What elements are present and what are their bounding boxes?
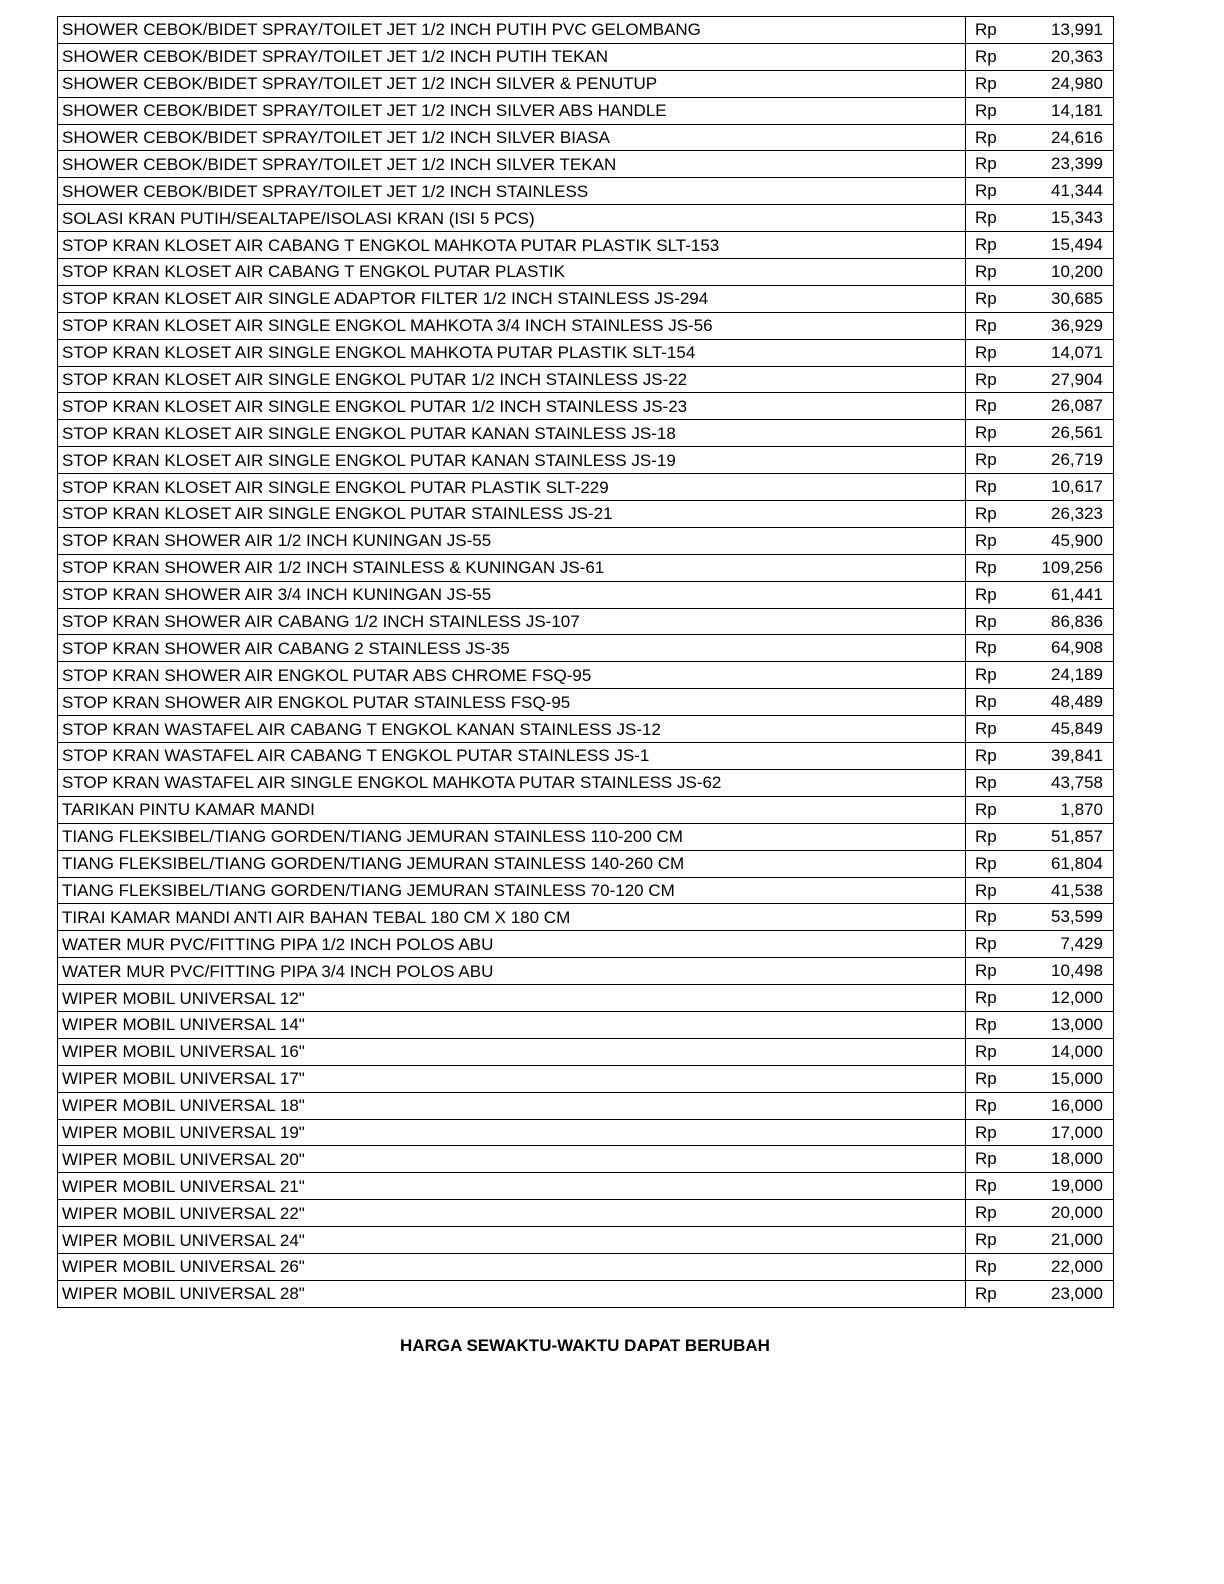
price-amount: 15,000	[1051, 1068, 1103, 1088]
product-name-cell: STOP KRAN KLOSET AIR CABANG T ENGKOL MAHKOTA PUTAR PLASTIK SLT-153	[58, 232, 966, 259]
currency-label: Rp	[975, 315, 997, 335]
currency-label: Rp	[975, 961, 997, 981]
table-row	[58, 1253, 1114, 1280]
price-cell	[966, 393, 1114, 420]
price-amount: 10,498	[1051, 961, 1103, 981]
currency-label: Rp	[975, 853, 997, 873]
price-cell	[966, 958, 1114, 985]
price-amount: 18,000	[1051, 1149, 1103, 1169]
table-row	[58, 985, 1114, 1012]
table-row	[58, 1119, 1114, 1146]
product-name-cell: WIPER MOBIL UNIVERSAL 24"	[58, 1227, 966, 1254]
product-name-cell: SHOWER CEBOK/BIDET SPRAY/TOILET JET 1/2 INCH STAINLESS	[58, 178, 966, 205]
currency-label: Rp	[975, 719, 997, 739]
product-name-cell: STOP KRAN SHOWER AIR 3/4 INCH KUNINGAN JS-55	[58, 581, 966, 608]
table-row	[58, 151, 1114, 178]
product-name-cell: STOP KRAN WASTAFEL AIR SINGLE ENGKOL MAHKOTA PUTAR STAINLESS JS-62	[58, 769, 966, 796]
product-name-cell: TIANG FLEKSIBEL/TIANG GORDEN/TIANG JEMURAN STAINLESS 110-200 CM	[58, 823, 966, 850]
price-amount: 1,870	[1060, 799, 1103, 819]
currency-label: Rp	[975, 880, 997, 900]
currency-label: Rp	[975, 262, 997, 282]
table-row	[58, 743, 1114, 770]
currency-label: Rp	[975, 1014, 997, 1034]
currency-label: Rp	[975, 1203, 997, 1223]
price-cell	[966, 43, 1114, 70]
currency-label: Rp	[975, 557, 997, 577]
currency-label: Rp	[975, 1256, 997, 1276]
table-row	[58, 393, 1114, 420]
product-name-cell: TIANG FLEKSIBEL/TIANG GORDEN/TIANG JEMURAN STAINLESS 140-260 CM	[58, 850, 966, 877]
price-amount: 24,980	[1051, 73, 1103, 93]
currency-label: Rp	[975, 423, 997, 443]
price-amount: 64,908	[1051, 638, 1103, 658]
price-cell	[966, 850, 1114, 877]
price-amount: 109,256	[1041, 557, 1103, 577]
product-name-cell: STOP KRAN KLOSET AIR SINGLE ENGKOL PUTAR KANAN STAINLESS JS-18	[58, 420, 966, 447]
price-amount: 14,071	[1051, 342, 1103, 362]
product-name-cell: WIPER MOBIL UNIVERSAL 18"	[58, 1092, 966, 1119]
product-name-cell: WIPER MOBIL UNIVERSAL 22"	[58, 1200, 966, 1227]
product-name-cell: STOP KRAN KLOSET AIR SINGLE ENGKOL MAHKOTA 3/4 INCH STAINLESS JS-56	[58, 312, 966, 339]
price-cell	[966, 1092, 1114, 1119]
table-row	[58, 1146, 1114, 1173]
price-cell	[966, 689, 1114, 716]
product-name-cell: STOP KRAN KLOSET AIR SINGLE ENGKOL PUTAR 1/2 INCH STAINLESS JS-22	[58, 366, 966, 393]
currency-label: Rp	[975, 1283, 997, 1303]
table-row	[58, 796, 1114, 823]
product-name-cell: STOP KRAN KLOSET AIR SINGLE ENGKOL PUTAR STAINLESS JS-21	[58, 501, 966, 528]
table-row	[58, 43, 1114, 70]
currency-label: Rp	[975, 396, 997, 416]
table-row	[58, 178, 1114, 205]
product-name-cell: WIPER MOBIL UNIVERSAL 21"	[58, 1173, 966, 1200]
price-amount: 22,000	[1051, 1256, 1103, 1276]
price-cell	[966, 501, 1114, 528]
price-amount: 30,685	[1051, 288, 1103, 308]
price-cell	[966, 635, 1114, 662]
currency-label: Rp	[975, 799, 997, 819]
price-cell	[966, 366, 1114, 393]
price-cell	[966, 931, 1114, 958]
table-row	[58, 581, 1114, 608]
currency-label: Rp	[975, 181, 997, 201]
price-cell	[966, 205, 1114, 232]
product-name-cell: STOP KRAN SHOWER AIR 1/2 INCH STAINLESS & KUNINGAN JS-61	[58, 554, 966, 581]
currency-label: Rp	[975, 127, 997, 147]
table-row	[58, 124, 1114, 151]
product-name-cell: WATER MUR PVC/FITTING PIPA 3/4 INCH POLOS ABU	[58, 958, 966, 985]
currency-label: Rp	[975, 154, 997, 174]
price-amount: 26,087	[1051, 396, 1103, 416]
price-cell	[966, 608, 1114, 635]
price-cell	[966, 232, 1114, 259]
price-cell	[966, 796, 1114, 823]
price-amount: 10,200	[1051, 262, 1103, 282]
product-name-cell: SHOWER CEBOK/BIDET SPRAY/TOILET JET 1/2 INCH PUTIH PVC GELOMBANG	[58, 17, 966, 44]
price-cell	[966, 716, 1114, 743]
price-cell	[966, 17, 1114, 44]
price-amount: 23,399	[1051, 154, 1103, 174]
price-cell	[966, 1227, 1114, 1254]
price-cell	[966, 285, 1114, 312]
currency-label: Rp	[975, 208, 997, 228]
product-name-cell: STOP KRAN WASTAFEL AIR CABANG T ENGKOL KANAN STAINLESS JS-12	[58, 716, 966, 743]
price-cell	[966, 124, 1114, 151]
table-row	[58, 447, 1114, 474]
price-amount: 19,000	[1051, 1176, 1103, 1196]
price-amount: 61,804	[1051, 853, 1103, 873]
table-row	[58, 904, 1114, 931]
price-cell	[966, 985, 1114, 1012]
table-row	[58, 259, 1114, 286]
price-amount: 23,000	[1051, 1283, 1103, 1303]
price-amount: 24,616	[1051, 127, 1103, 147]
product-name-cell: SHOWER CEBOK/BIDET SPRAY/TOILET JET 1/2 INCH SILVER ABS HANDLE	[58, 97, 966, 124]
price-cell	[966, 97, 1114, 124]
currency-label: Rp	[975, 342, 997, 362]
product-name-cell: WIPER MOBIL UNIVERSAL 16"	[58, 1038, 966, 1065]
currency-label: Rp	[975, 1095, 997, 1115]
table-row	[58, 339, 1114, 366]
table-row	[58, 1011, 1114, 1038]
price-cell	[966, 1280, 1114, 1307]
price-cell	[966, 151, 1114, 178]
price-amount: 20,000	[1051, 1203, 1103, 1223]
product-name-cell: WIPER MOBIL UNIVERSAL 26"	[58, 1253, 966, 1280]
product-name-cell: STOP KRAN WASTAFEL AIR CABANG T ENGKOL PUTAR STAINLESS JS-1	[58, 743, 966, 770]
price-cell	[966, 70, 1114, 97]
table-row	[58, 689, 1114, 716]
price-amount: 43,758	[1051, 772, 1103, 792]
price-change-notice: HARGA SEWAKTU-WAKTU DAPAT BERUBAH	[400, 1336, 770, 1355]
price-amount: 24,189	[1051, 665, 1103, 685]
price-amount: 26,561	[1051, 423, 1103, 443]
price-amount: 12,000	[1051, 988, 1103, 1008]
price-cell	[966, 823, 1114, 850]
table-row	[58, 1173, 1114, 1200]
price-amount: 13,991	[1051, 20, 1103, 39]
product-name-cell: TIANG FLEKSIBEL/TIANG GORDEN/TIANG JEMURAN STAINLESS 70-120 CM	[58, 877, 966, 904]
price-cell	[966, 312, 1114, 339]
currency-label: Rp	[975, 450, 997, 470]
table-row	[58, 1065, 1114, 1092]
table-row	[58, 232, 1114, 259]
price-amount: 21,000	[1051, 1230, 1103, 1250]
currency-label: Rp	[975, 1041, 997, 1061]
table-row	[58, 1280, 1114, 1307]
price-cell	[966, 769, 1114, 796]
product-name-cell: STOP KRAN SHOWER AIR 1/2 INCH KUNINGAN JS-55	[58, 527, 966, 554]
table-row	[58, 850, 1114, 877]
price-amount: 15,494	[1051, 235, 1103, 255]
currency-label: Rp	[975, 235, 997, 255]
currency-label: Rp	[975, 530, 997, 550]
currency-label: Rp	[975, 611, 997, 631]
currency-label: Rp	[975, 46, 997, 66]
table-row	[58, 366, 1114, 393]
currency-label: Rp	[975, 504, 997, 524]
product-name-cell: STOP KRAN KLOSET AIR SINGLE ADAPTOR FILTER 1/2 INCH STAINLESS JS-294	[58, 285, 966, 312]
currency-label: Rp	[975, 73, 997, 93]
price-amount: 61,441	[1051, 584, 1103, 604]
table-row	[58, 608, 1114, 635]
table-row	[58, 554, 1114, 581]
product-name-cell: STOP KRAN KLOSET AIR SINGLE ENGKOL PUTAR PLASTIK SLT-229	[58, 474, 966, 501]
price-cell	[966, 1200, 1114, 1227]
table-row	[58, 716, 1114, 743]
product-name-cell: SHOWER CEBOK/BIDET SPRAY/TOILET JET 1/2 INCH SILVER TEKAN	[58, 151, 966, 178]
product-name-cell: WIPER MOBIL UNIVERSAL 12"	[58, 985, 966, 1012]
currency-label: Rp	[975, 477, 997, 497]
table-row	[58, 823, 1114, 850]
currency-label: Rp	[975, 638, 997, 658]
table-row	[58, 958, 1114, 985]
price-amount: 15,343	[1051, 208, 1103, 228]
table-row	[58, 662, 1114, 689]
table-row	[58, 1092, 1114, 1119]
currency-label: Rp	[975, 584, 997, 604]
price-cell	[966, 1146, 1114, 1173]
product-name-cell: WIPER MOBIL UNIVERSAL 28"	[58, 1280, 966, 1307]
product-name-cell: SOLASI KRAN PUTIH/SEALTAPE/ISOLASI KRAN (ISI 5 PCS)	[58, 205, 966, 232]
price-amount: 45,900	[1051, 530, 1103, 550]
table-row	[58, 97, 1114, 124]
currency-label: Rp	[975, 772, 997, 792]
price-amount: 36,929	[1051, 315, 1103, 335]
price-amount: 14,181	[1051, 100, 1103, 120]
currency-label: Rp	[975, 1230, 997, 1250]
table-row	[58, 635, 1114, 662]
price-cell	[966, 1011, 1114, 1038]
table-row	[58, 285, 1114, 312]
price-amount: 16,000	[1051, 1095, 1103, 1115]
currency-label: Rp	[975, 1149, 997, 1169]
price-cell	[966, 662, 1114, 689]
product-name-cell: STOP KRAN KLOSET AIR SINGLE ENGKOL MAHKOTA PUTAR PLASTIK SLT-154	[58, 339, 966, 366]
table-row	[58, 1227, 1114, 1254]
price-amount: 39,841	[1051, 746, 1103, 766]
price-amount: 41,538	[1051, 880, 1103, 900]
price-list-body	[58, 17, 1114, 1308]
price-amount: 53,599	[1051, 907, 1103, 927]
price-cell	[966, 447, 1114, 474]
price-cell	[966, 1253, 1114, 1280]
table-row	[58, 420, 1114, 447]
price-cell	[966, 1173, 1114, 1200]
price-cell	[966, 339, 1114, 366]
table-row	[58, 1200, 1114, 1227]
table-row	[58, 1038, 1114, 1065]
table-row	[58, 501, 1114, 528]
price-cell	[966, 527, 1114, 554]
table-row	[58, 70, 1114, 97]
product-name-cell: TIRAI KAMAR MANDI ANTI AIR BAHAN TEBAL 180 CM X 180 CM	[58, 904, 966, 931]
product-name-cell: STOP KRAN SHOWER AIR CABANG 1/2 INCH STAINLESS JS-107	[58, 608, 966, 635]
price-amount: 48,489	[1051, 692, 1103, 712]
currency-label: Rp	[975, 907, 997, 927]
price-amount: 86,836	[1051, 611, 1103, 631]
price-cell	[966, 178, 1114, 205]
table-row	[58, 312, 1114, 339]
price-cell	[966, 1065, 1114, 1092]
price-cell	[966, 743, 1114, 770]
currency-label: Rp	[975, 692, 997, 712]
currency-label: Rp	[975, 1176, 997, 1196]
currency-label: Rp	[975, 20, 997, 39]
currency-label: Rp	[975, 826, 997, 846]
product-name-cell: STOP KRAN SHOWER AIR ENGKOL PUTAR STAINLESS FSQ-95	[58, 689, 966, 716]
price-amount: 13,000	[1051, 1014, 1103, 1034]
table-row	[58, 931, 1114, 958]
product-name-cell: WIPER MOBIL UNIVERSAL 17"	[58, 1065, 966, 1092]
currency-label: Rp	[975, 369, 997, 389]
table-row	[58, 527, 1114, 554]
product-name-cell: WIPER MOBIL UNIVERSAL 19"	[58, 1119, 966, 1146]
table-row	[58, 877, 1114, 904]
currency-label: Rp	[975, 665, 997, 685]
product-name-cell: WATER MUR PVC/FITTING PIPA 1/2 INCH POLOS ABU	[58, 931, 966, 958]
price-amount: 45,849	[1051, 719, 1103, 739]
product-name-cell: SHOWER CEBOK/BIDET SPRAY/TOILET JET 1/2 INCH PUTIH TEKAN	[58, 43, 966, 70]
price-amount: 26,323	[1051, 504, 1103, 524]
product-name-cell: WIPER MOBIL UNIVERSAL 14"	[58, 1011, 966, 1038]
table-row	[58, 474, 1114, 501]
product-name-cell: SHOWER CEBOK/BIDET SPRAY/TOILET JET 1/2 INCH SILVER BIASA	[58, 124, 966, 151]
currency-label: Rp	[975, 746, 997, 766]
product-name-cell: SHOWER CEBOK/BIDET SPRAY/TOILET JET 1/2 INCH SILVER & PENUTUP	[58, 70, 966, 97]
price-cell	[966, 1119, 1114, 1146]
currency-label: Rp	[975, 100, 997, 120]
price-list-table	[57, 16, 1114, 1308]
currency-label: Rp	[975, 934, 997, 954]
currency-label: Rp	[975, 1068, 997, 1088]
price-amount: 14,000	[1051, 1041, 1103, 1061]
price-cell	[966, 581, 1114, 608]
product-name-cell: TARIKAN PINTU KAMAR MANDI	[58, 796, 966, 823]
price-amount: 27,904	[1051, 369, 1103, 389]
product-name-cell: STOP KRAN SHOWER AIR ENGKOL PUTAR ABS CHROME FSQ-95	[58, 662, 966, 689]
price-amount: 26,719	[1051, 450, 1103, 470]
product-name-cell: STOP KRAN KLOSET AIR CABANG T ENGKOL PUTAR PLASTIK	[58, 259, 966, 286]
price-cell	[966, 474, 1114, 501]
table-row	[58, 17, 1114, 44]
currency-label: Rp	[975, 288, 997, 308]
product-name-cell: STOP KRAN SHOWER AIR CABANG 2 STAINLESS JS-35	[58, 635, 966, 662]
price-cell	[966, 259, 1114, 286]
price-cell	[966, 877, 1114, 904]
price-amount: 17,000	[1051, 1122, 1103, 1142]
product-name-cell: STOP KRAN KLOSET AIR SINGLE ENGKOL PUTAR 1/2 INCH STAINLESS JS-23	[58, 393, 966, 420]
price-cell	[966, 1038, 1114, 1065]
currency-label: Rp	[975, 1122, 997, 1142]
price-cell	[966, 554, 1114, 581]
product-name-cell: WIPER MOBIL UNIVERSAL 20"	[58, 1146, 966, 1173]
price-amount: 41,344	[1051, 181, 1103, 201]
price-cell	[966, 904, 1114, 931]
table-row	[58, 205, 1114, 232]
price-cell	[966, 420, 1114, 447]
price-amount: 20,363	[1051, 46, 1103, 66]
currency-label: Rp	[975, 988, 997, 1008]
price-amount: 10,617	[1051, 477, 1103, 497]
price-amount: 51,857	[1051, 826, 1103, 846]
table-row	[58, 769, 1114, 796]
product-name-cell: STOP KRAN KLOSET AIR SINGLE ENGKOL PUTAR KANAN STAINLESS JS-19	[58, 447, 966, 474]
price-amount: 7,429	[1060, 934, 1103, 954]
